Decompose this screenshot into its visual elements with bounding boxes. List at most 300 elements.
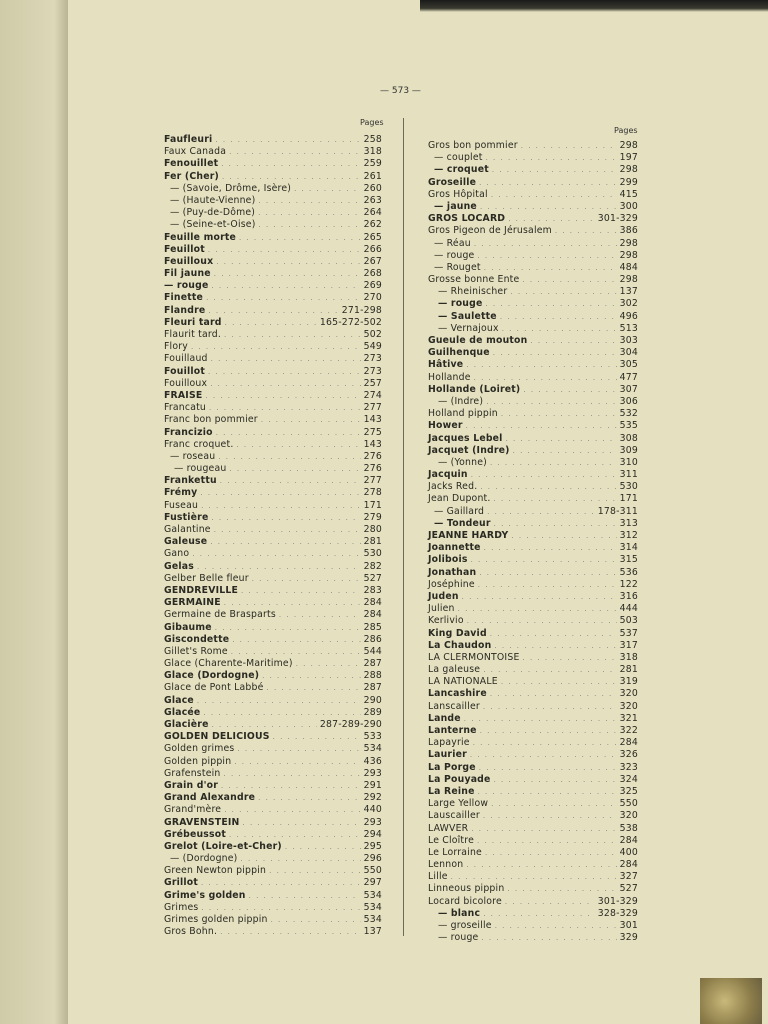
thumbnail-image [700, 978, 762, 1024]
entry-pages: 290 [363, 694, 382, 706]
dot-leader [480, 481, 616, 493]
dot-leader [215, 134, 360, 146]
entry-name: Grime's golden [164, 889, 246, 901]
entry-pages: 284 [619, 834, 638, 846]
entry-name: Lanscailler [428, 700, 480, 712]
dot-leader [211, 280, 360, 292]
index-entry [428, 774, 638, 786]
index-entry [164, 548, 382, 560]
entry-pages: 550 [363, 865, 382, 877]
index-entry [428, 652, 638, 664]
dot-leader [477, 835, 617, 847]
entry-name: Flandre [164, 304, 206, 316]
entry-name: Lille [428, 871, 448, 883]
entry-pages: 320 [619, 688, 638, 700]
dot-leader [229, 146, 361, 158]
dot-leader [505, 896, 595, 908]
index-entry [164, 390, 382, 402]
dot-leader [221, 158, 360, 170]
dot-leader [259, 219, 361, 231]
entry-name: — Rheinischer [438, 286, 508, 298]
entry-pages: 271-298 [341, 304, 382, 316]
entry-pages: 322 [619, 725, 638, 736]
dot-leader [225, 317, 317, 329]
dot-leader [494, 493, 617, 505]
index-entry [428, 311, 638, 323]
dot-leader [471, 823, 616, 835]
entry-pages: 284 [619, 859, 638, 871]
index-entry [164, 756, 382, 768]
dot-leader [479, 762, 617, 774]
entry-pages: 137 [619, 286, 638, 298]
dot-leader [458, 603, 617, 615]
index-entry [164, 366, 382, 378]
index-entry [428, 152, 638, 164]
entry-pages: 316 [619, 590, 638, 602]
entry-name: Grain d'or [164, 779, 219, 791]
index-entry [164, 877, 382, 889]
dot-leader [494, 640, 616, 652]
dot-leader [241, 585, 361, 597]
dot-leader [451, 871, 617, 883]
entry-name: Guilhenque [428, 347, 490, 359]
dot-leader [474, 372, 617, 384]
entry-name: GROS LOCARD [428, 213, 506, 225]
dot-leader [208, 305, 338, 317]
entry-pages: 444 [619, 603, 638, 615]
entry-pages: 309 [619, 444, 638, 456]
entry-pages: 436 [363, 755, 382, 767]
index-entry [428, 177, 638, 189]
index-entry [428, 262, 638, 274]
entry-pages: 285 [363, 621, 382, 633]
index-entry [164, 463, 382, 475]
dot-leader [486, 396, 616, 408]
dot-leader [232, 634, 360, 646]
entry-pages: 308 [619, 432, 638, 444]
entry-pages: 312 [619, 530, 638, 541]
dot-leader [478, 579, 617, 591]
entry-pages: 320 [619, 700, 638, 712]
index-entry [428, 786, 638, 798]
entry-pages: 137 [363, 926, 382, 938]
dot-leader [471, 469, 617, 481]
index-entry [428, 713, 638, 725]
dot-leader [500, 311, 617, 323]
index-entry [164, 195, 382, 207]
index-entry [428, 542, 638, 554]
dot-leader [269, 865, 361, 877]
dot-leader [271, 914, 361, 926]
entry-pages: 535 [619, 420, 638, 432]
dot-leader [220, 475, 361, 487]
entry-pages: 286 [363, 633, 382, 645]
dot-leader [294, 183, 361, 195]
index-entry [164, 292, 382, 304]
dot-leader [491, 798, 617, 810]
index-entry [428, 603, 638, 615]
entry-name: Galeuse [164, 536, 208, 548]
dot-leader [492, 164, 617, 176]
dot-leader [466, 859, 616, 871]
dot-leader [200, 487, 360, 499]
index-entry [428, 481, 638, 493]
entry-name: LA NATIONALE [428, 676, 498, 688]
entry-name: Fouilloux [164, 377, 208, 389]
entry-pages: 477 [619, 371, 638, 383]
index-entry [164, 792, 382, 804]
index-entry [164, 341, 382, 353]
entry-name: — (Puy-de-Dôme) [170, 207, 256, 219]
dot-leader [507, 883, 616, 895]
entry-name: Grimes golden pippin [164, 914, 268, 925]
entry-pages: 258 [363, 134, 382, 145]
entry-name: Flory [164, 341, 188, 353]
index-entry [428, 506, 638, 518]
dot-leader [216, 427, 361, 439]
entry-name: — rouge [438, 298, 483, 310]
entry-name: — rouge [438, 932, 479, 944]
entry-pages: 284 [363, 597, 382, 609]
entry-name: Glace (Dordogne) [164, 670, 260, 682]
entry-pages: 265 [363, 231, 382, 243]
dot-leader [467, 615, 617, 627]
index-entry [428, 871, 638, 883]
entry-pages: 513 [619, 322, 638, 334]
index-entry [164, 743, 382, 755]
entry-pages: 287 [363, 658, 382, 670]
entry-name: Grimes [164, 901, 199, 913]
entry-pages: 315 [619, 554, 638, 566]
dot-leader [222, 171, 361, 183]
entry-name: Gueule de mouton [428, 335, 528, 346]
entry-pages: 264 [363, 207, 382, 219]
index-entry [164, 865, 382, 877]
index-entry [164, 719, 382, 731]
entry-pages: 197 [619, 152, 638, 164]
index-entry [164, 402, 382, 414]
entry-pages: 550 [619, 798, 638, 810]
entry-pages: 277 [363, 475, 382, 487]
entry-name: La Porge [428, 761, 476, 773]
dot-leader [197, 561, 361, 573]
index-entry [164, 487, 382, 499]
entry-pages: 280 [363, 524, 382, 535]
entry-pages: 537 [619, 627, 638, 639]
entry-pages: 301-329 [597, 213, 638, 225]
entry-name: Holland pippin [428, 408, 498, 420]
dot-leader [262, 670, 360, 682]
dot-leader [530, 335, 616, 347]
entry-pages: 503 [619, 615, 638, 627]
index-entry [428, 396, 638, 408]
entry-name: — jaune [434, 200, 477, 212]
entry-name: Glace [164, 694, 194, 706]
entry-pages: 317 [619, 639, 638, 651]
page-number: — 573 — [380, 86, 421, 96]
index-column-left [164, 134, 382, 938]
entry-name: — groseille [438, 920, 492, 931]
index-entry [164, 707, 382, 719]
entry-name: Groseille [428, 176, 477, 188]
entry-name: Le Cloître [428, 834, 475, 846]
entry-pages: 171 [363, 499, 382, 511]
index-entry [428, 567, 638, 579]
entry-pages: 298 [619, 274, 638, 286]
right-pages-header: Pages [614, 126, 638, 135]
index-entry [164, 634, 382, 646]
index-entry [164, 804, 382, 816]
dot-leader [206, 292, 361, 304]
index-entry [164, 183, 382, 195]
entry-pages: 536 [619, 566, 638, 578]
index-entry [428, 908, 638, 920]
entry-name: Fer (Cher) [164, 170, 219, 182]
index-entry [164, 171, 382, 183]
dot-leader [249, 890, 361, 902]
dot-leader [511, 530, 616, 542]
dot-leader [479, 567, 616, 579]
entry-name: Grand Alexandre [164, 792, 256, 804]
dot-leader [285, 841, 361, 853]
entry-name: GRAVENSTEIN [164, 816, 240, 828]
entry-pages: 527 [363, 572, 382, 584]
entry-pages: 326 [619, 749, 638, 761]
entry-name: Germaine de Brasparts [164, 609, 276, 621]
entry-name: Lancashire [428, 688, 487, 700]
entry-pages: 328-329 [597, 907, 638, 919]
dot-leader [192, 548, 360, 560]
index-entry [164, 731, 382, 743]
entry-name: La galeuse [428, 664, 481, 676]
index-entry [164, 646, 382, 658]
entry-pages: 538 [619, 822, 638, 834]
entry-pages: 269 [363, 280, 382, 292]
index-entry [428, 859, 638, 871]
entry-pages: 263 [363, 194, 382, 206]
entry-pages: 122 [619, 578, 638, 590]
entry-name: Grosse bonne Ente [428, 274, 520, 286]
entry-name: Lanterne [428, 725, 477, 736]
entry-pages: 262 [363, 219, 382, 231]
entry-name: — blanc [438, 907, 481, 919]
dot-leader [522, 274, 616, 286]
dot-leader [523, 652, 617, 664]
index-entry [164, 451, 382, 463]
index-entry [164, 622, 382, 634]
entry-name: Grand'mère [164, 804, 222, 816]
entry-pages: 282 [363, 560, 382, 572]
entry-pages: 296 [363, 853, 382, 865]
index-entry [428, 688, 638, 700]
entry-name: Fenouillet [164, 158, 219, 170]
entry-name: Hâtive [428, 359, 464, 371]
entry-name: Kerlivio [428, 615, 464, 627]
entry-pages: 293 [363, 816, 382, 828]
entry-pages: 287 [363, 682, 382, 694]
dot-leader [490, 457, 617, 469]
index-entry [428, 298, 638, 310]
entry-name: — (Yonne) [438, 456, 487, 468]
entry-pages: 289 [363, 706, 382, 718]
dot-leader [494, 774, 617, 786]
entry-name: FRAISE [164, 389, 203, 401]
entry-name: Joannette [428, 542, 481, 554]
entry-pages: 261 [363, 170, 382, 182]
index-entry [428, 323, 638, 335]
dot-leader [495, 920, 617, 932]
entry-pages: 281 [619, 664, 638, 676]
entry-pages: 298 [619, 249, 638, 261]
entry-pages: 318 [619, 651, 638, 663]
entry-pages: 530 [619, 481, 638, 493]
entry-name: — croquet [434, 164, 489, 176]
entry-name: Gano [164, 548, 190, 560]
dot-leader [279, 609, 361, 621]
index-entry [428, 286, 638, 298]
dot-leader [296, 658, 361, 670]
dot-leader [480, 201, 617, 213]
index-entry [164, 573, 382, 585]
dot-leader [466, 420, 617, 432]
index-entry [164, 561, 382, 573]
entry-name: Lande [428, 712, 461, 724]
entry-pages: 327 [619, 871, 638, 883]
entry-name: Lennon [428, 859, 464, 871]
entry-pages: 277 [363, 402, 382, 414]
dot-leader [521, 140, 617, 152]
index-entry [164, 146, 382, 158]
index-entry [428, 798, 638, 810]
index-entry [428, 762, 638, 774]
entry-name: Glacée [164, 706, 201, 718]
index-entry [428, 810, 638, 822]
entry-name: Le Lorraine [428, 846, 482, 858]
index-entry [428, 835, 638, 847]
entry-name: Juden [428, 590, 459, 602]
index-entry [164, 841, 382, 853]
index-entry [428, 384, 638, 396]
dot-leader [201, 500, 361, 512]
index-entry [428, 140, 638, 152]
entry-pages: 302 [619, 298, 638, 310]
dot-leader [487, 506, 595, 518]
index-entry [428, 591, 638, 603]
entry-name: Joséphine [428, 578, 475, 590]
entry-pages: 530 [363, 548, 382, 560]
entry-name: La Reine [428, 785, 475, 797]
dot-leader [267, 682, 361, 694]
entry-name: JEANNE HARDY [428, 530, 509, 541]
entry-name: — Rouget [434, 261, 481, 273]
dot-leader [486, 152, 617, 164]
dot-leader [484, 262, 617, 274]
index-entry [164, 475, 382, 487]
index-entry [428, 420, 638, 432]
dot-leader [201, 877, 361, 889]
dot-leader [474, 238, 617, 250]
entry-name: LA CLERMONTOISE [428, 651, 520, 663]
entry-name: Locard bicolore [428, 895, 502, 907]
entry-pages: 484 [619, 261, 638, 273]
dot-leader [236, 439, 360, 451]
entry-name: Golden pippin [164, 755, 232, 767]
index-entry [164, 244, 382, 256]
dot-leader [214, 524, 361, 536]
dot-leader [234, 756, 360, 768]
dot-leader [555, 225, 617, 237]
dot-leader [485, 298, 616, 310]
dot-leader [483, 908, 595, 920]
entry-name: Glace (Charente-Maritime) [164, 658, 293, 670]
index-entry [164, 597, 382, 609]
entry-pages: 171 [619, 493, 638, 505]
index-entry [164, 902, 382, 914]
index-entry [164, 500, 382, 512]
index-entry [428, 433, 638, 445]
index-entry [164, 280, 382, 292]
dot-leader [215, 622, 361, 634]
entry-pages: 273 [363, 365, 382, 377]
dot-leader [216, 256, 360, 268]
entry-pages: 533 [363, 731, 382, 743]
index-entry [428, 896, 638, 908]
index-column-right [428, 140, 638, 944]
entry-name: Gros Hôpital [428, 188, 488, 200]
entry-name: La Chaudon [428, 639, 492, 651]
entry-name: Fleuri tard [164, 316, 222, 328]
entry-name: Gelber Belle fleur [164, 572, 249, 584]
entry-name: — Gaillard [434, 505, 485, 517]
entry-pages: 313 [619, 517, 638, 529]
dot-leader [214, 268, 361, 280]
entry-name: — Tondeur [434, 517, 491, 529]
dot-leader [466, 359, 616, 371]
entry-name: La Pouyade [428, 773, 491, 785]
index-entry [428, 920, 638, 932]
dot-leader [243, 817, 361, 829]
entry-name: Fouillot [164, 365, 205, 377]
entry-pages: 301-329 [597, 895, 638, 907]
index-entry [428, 749, 638, 761]
entry-name: Jacks Red. [428, 481, 478, 493]
entry-pages: 259 [363, 158, 382, 170]
entry-pages: 284 [363, 609, 382, 621]
entry-pages: 293 [363, 767, 382, 779]
entry-pages: 400 [619, 846, 638, 858]
entry-pages: 534 [363, 743, 382, 755]
entry-pages: 279 [363, 511, 382, 523]
index-entry [164, 524, 382, 536]
index-entry [428, 676, 638, 688]
dot-leader [483, 701, 617, 713]
entry-pages: 284 [619, 737, 638, 749]
dot-leader [237, 743, 360, 755]
entry-pages: 321 [619, 712, 638, 724]
index-entry [164, 219, 382, 231]
dot-leader [477, 250, 616, 262]
index-entry [164, 780, 382, 792]
dot-leader [502, 323, 617, 335]
entry-pages: 314 [619, 542, 638, 554]
entry-name: Gros Pigeon de Jérusalem [428, 225, 552, 237]
dot-leader [484, 542, 617, 554]
entry-pages: 534 [363, 914, 382, 925]
index-entry [164, 609, 382, 621]
index-entry [428, 932, 638, 944]
entry-pages: 273 [363, 353, 382, 365]
entry-name: Faufleuri [164, 134, 213, 145]
